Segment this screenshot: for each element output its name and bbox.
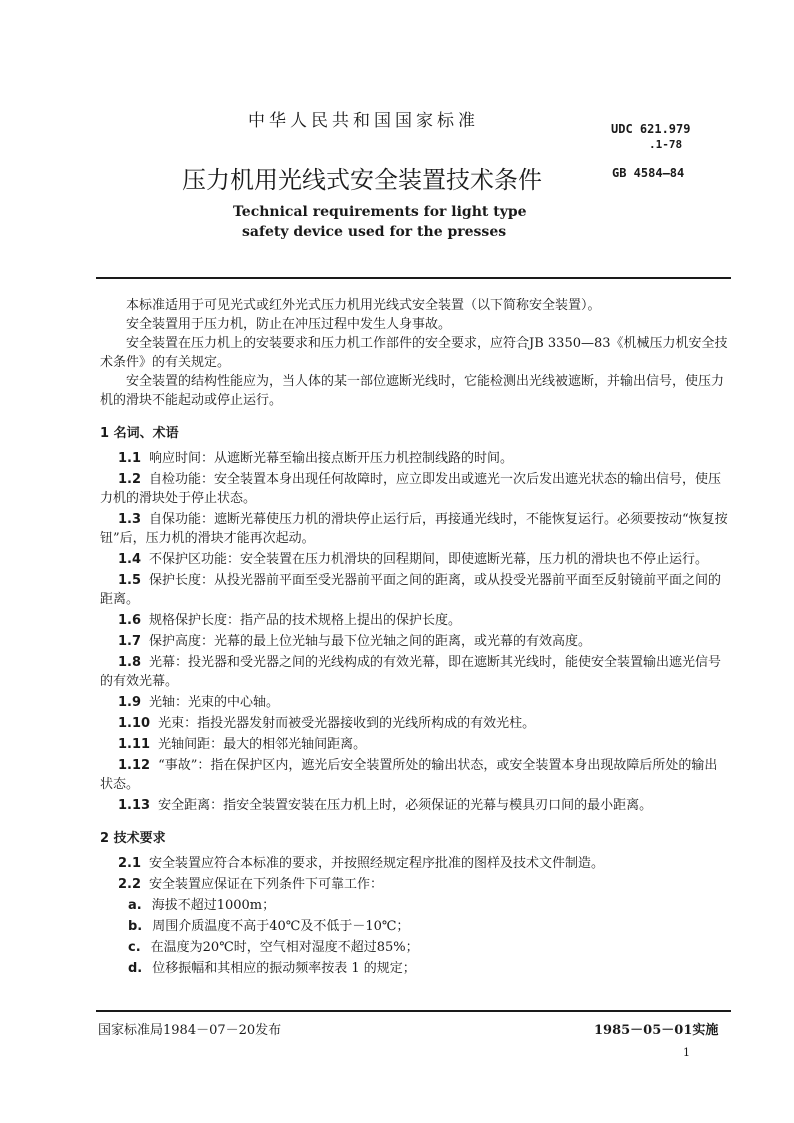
clause xyxy=(100,714,728,733)
clause-text: 安全距离：指安全装置安装在压力机上时，必须保证的光幕与模具刃口间的最小距离。 xyxy=(158,798,653,813)
clause-number: 1.10 xyxy=(118,716,151,731)
clause-text: 自保功能：遮断光幕使压力机的滑块停止运行后，再接通光线时，不能恢复运行。必须要按动“恢复按钮”后，压力机的滑块才能再次起动。 xyxy=(100,512,728,546)
clause-number: 2.1 xyxy=(118,856,142,871)
clause-text: 保护长度：从投光器前平面至受光器前平面之间的距离，或从投受光器前平面至反射镜前平面之间的距离。 xyxy=(100,573,722,607)
clause-number: 1.13 xyxy=(118,798,151,813)
clause xyxy=(100,735,728,754)
clause-text: 光轴：光束的中心轴。 xyxy=(149,695,280,710)
clause-number: 1.7 xyxy=(118,634,142,649)
intro-paragraph: 本标准适用于可见光式或红外光式压力机用光线式安全装置（以下简称安全装置）。 xyxy=(126,298,601,313)
list-text: 周围介质温度不高于40℃及不低于－10℃； xyxy=(152,919,410,934)
clause xyxy=(100,571,728,609)
clause xyxy=(100,653,728,691)
clause-text: “事故”：指在保护区内，遮光后安全装置所处的输出状态，或安全装置本身出现故障后所处的输出状态。 xyxy=(100,758,718,792)
list-text: 海拔不超过1000m； xyxy=(151,898,276,913)
clause-number: 1.8 xyxy=(118,655,142,670)
clause-number: 1.1 xyxy=(118,451,142,466)
clause-number: 1.5 xyxy=(118,573,142,588)
clause xyxy=(100,510,728,548)
intro-paragraph: 安全装置用于压力机，防止在冲压过程中发生人身事故。 xyxy=(126,317,452,332)
clause-number: 2.2 xyxy=(118,877,142,892)
intro-paragraph: 安全装置在压力机上的安装要求和压力机工作部件的安全要求，应符合JB 3350—83《机械压力机安全技术条件》的有关规定。 xyxy=(100,336,728,370)
clause-text: 保护高度：光幕的最上位光轴与最下位光轴之间的距离，或光幕的有效高度。 xyxy=(149,634,592,649)
english-title-line-2: safety device used for the presses xyxy=(242,224,507,240)
list-marker: d. xyxy=(128,961,143,976)
clause-text: 不保护区功能：安全装置在压力机滑块的回程期间，即使遮断光幕，压力机的滑块也不停止运行。 xyxy=(149,552,709,567)
list-marker: b. xyxy=(128,919,143,934)
clause-number: 1.12 xyxy=(118,758,151,773)
clause xyxy=(100,449,728,468)
clause-text: 光束：指投光器发射而被受光器接收到的光线所构成的有效光柱。 xyxy=(158,716,536,731)
clause xyxy=(100,611,728,630)
national-standard-heading: 中华人民共和国国家标准 xyxy=(248,111,479,131)
clause xyxy=(100,470,728,508)
clause xyxy=(100,550,728,569)
clause-number: 1.4 xyxy=(118,552,142,567)
list-text: 位移振幅和其相应的振动频率按表 1 的规定； xyxy=(152,961,416,976)
list-marker: a. xyxy=(128,898,142,913)
clause xyxy=(100,796,728,815)
clause-text: 自检功能：安全装置本身出现任何故障时，应立即发出或遮光一次后发出遮光状态的输出信号，使压力机的滑块处于停止状态。 xyxy=(100,472,722,506)
clause xyxy=(100,756,728,794)
clause-number: 1.11 xyxy=(118,737,151,752)
section-heading: 1 名词、术语 xyxy=(100,426,179,441)
clause-number: 1.3 xyxy=(118,512,142,527)
clause xyxy=(100,693,728,712)
list-item xyxy=(100,938,728,957)
clause xyxy=(100,875,728,894)
page-number: 1 xyxy=(683,1046,690,1059)
english-title-line-1: Technical requirements for light type xyxy=(233,204,527,220)
section-heading: 2 技术要求 xyxy=(100,831,166,846)
list-item xyxy=(100,917,728,936)
list-marker: c. xyxy=(128,940,141,955)
list-item xyxy=(100,896,728,915)
clause-number: 1.6 xyxy=(118,613,142,628)
udc-code-continued: .1-78 xyxy=(649,138,683,151)
clause-number: 1.9 xyxy=(118,695,142,710)
intro-paragraph: 安全装置的结构性能应为，当人体的某一部位遮断光线时，它能检测出光线被遮断，并输出信号，使压力机的滑块不能起动或停止运行。 xyxy=(100,374,725,408)
clause-text: 响应时间：从遮断光幕至输出接点断开压力机控制线路的时间。 xyxy=(149,451,514,466)
clause-text: 安全装置应符合本标准的要求，并按照经规定程序批准的图样及技术文件制造。 xyxy=(149,856,605,871)
udc-code: UDC 621.979 xyxy=(611,122,691,136)
list-item xyxy=(100,959,728,978)
clause-text: 安全装置应保证在下列条件下可靠工作： xyxy=(149,877,384,892)
clause-number: 1.2 xyxy=(118,472,142,487)
footer-divider xyxy=(96,1010,731,1012)
header-divider xyxy=(96,277,731,279)
document-title: 压力机用光线式安全装置技术条件 xyxy=(182,166,542,194)
list-text: 在温度为20℃时，空气相对湿度不超过85%； xyxy=(150,940,419,955)
clause-text: 规格保护长度：指产品的技术规格上提出的保护长度。 xyxy=(149,613,462,628)
clause-text: 光轴间距：最大的相邻光轴间距离。 xyxy=(158,737,367,752)
document-body xyxy=(100,296,728,980)
implementation-date: 1985－05－01实施 xyxy=(594,1023,719,1038)
issue-date: 国家标准局1984－07－20发布 xyxy=(98,1023,282,1038)
clause xyxy=(100,632,728,651)
clause-text: 光幕：投光器和受光器之间的光线构成的有效光幕，即在遮断其光线时，能使安全装置输出遮光信号的有效光幕。 xyxy=(100,655,722,689)
gb-standard-number: GB 4584—84 xyxy=(612,166,685,180)
clause xyxy=(100,854,728,873)
